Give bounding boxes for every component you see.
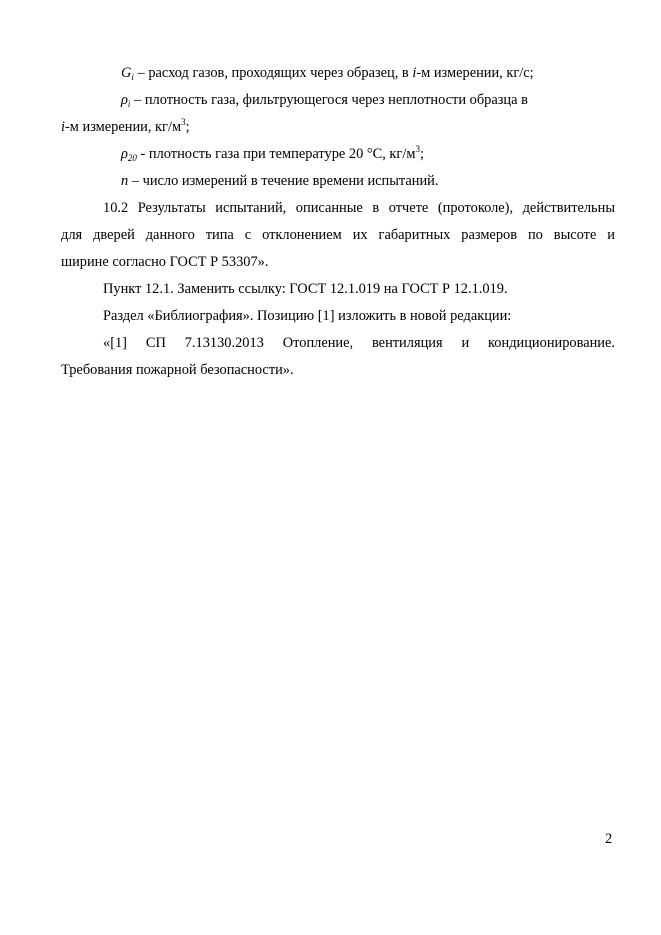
rho20-sup: 3 — [415, 144, 420, 154]
rho20-text: - плотность газа при температуре 20 °C, кг/м — [136, 146, 416, 162]
para-10-2-line-3: ширине согласно ГОСТ Р 53307». — [61, 254, 269, 270]
definition-g — [121, 64, 534, 86]
rho-i-cont-end: ; — [185, 119, 190, 135]
definition-n — [121, 172, 438, 190]
rho-i-cont-text: -м измерении, кг/м — [65, 119, 182, 135]
definition-rho-20 — [121, 145, 424, 167]
n-text: – число измерений в течение времени испытаний. — [128, 173, 439, 189]
bibliography-intro: Раздел «Библиография». Позицию [1] изложить в новой редакции: — [103, 308, 512, 324]
g-text-i: i — [412, 65, 417, 81]
bibliography-item-line-2: Требования пожарной безопасности». — [61, 362, 294, 378]
para-10-2-line-2: для дверей данного типа с отклонением их габаритных размеров по высоте и — [61, 227, 615, 243]
rho20-symbol: ρ — [121, 146, 128, 162]
rho-i-cont-i: i — [61, 119, 65, 135]
g-text-b: -м измерении, кг/с; — [416, 65, 534, 81]
punkt-12-1: Пункт 12.1. Заменить ссылку: ГОСТ 12.1.019 на ГОСТ Р 12.1.019. — [103, 281, 508, 297]
page-number: 2 — [605, 831, 613, 847]
g-text-a: – расход газов, проходящих через образец, в — [133, 65, 413, 81]
para-10-2-line-1: 10.2 Результаты испытаний, описанные в отчете (протоколе), действительны — [103, 200, 615, 216]
g-symbol: G — [121, 65, 132, 81]
rho20-end: ; — [419, 146, 424, 162]
definition-rho-i — [121, 91, 528, 113]
g-subscript: i — [131, 72, 134, 82]
n-symbol: n — [121, 173, 129, 189]
rho-i-subscript: i — [127, 99, 131, 109]
definition-rho-i-continued — [61, 118, 190, 136]
rho-i-text: – плотность газа, фильтрующегося через неплотности образца в — [130, 92, 528, 108]
rho-i-symbol: ρ — [121, 92, 128, 108]
bibliography-item-line-1: «[1] СП 7.13130.2013 Отопление, вентиляция и кондиционирование. — [103, 335, 615, 351]
rho20-subscript: 20 — [127, 153, 137, 163]
rho-i-cont-sup: 3 — [181, 117, 186, 127]
